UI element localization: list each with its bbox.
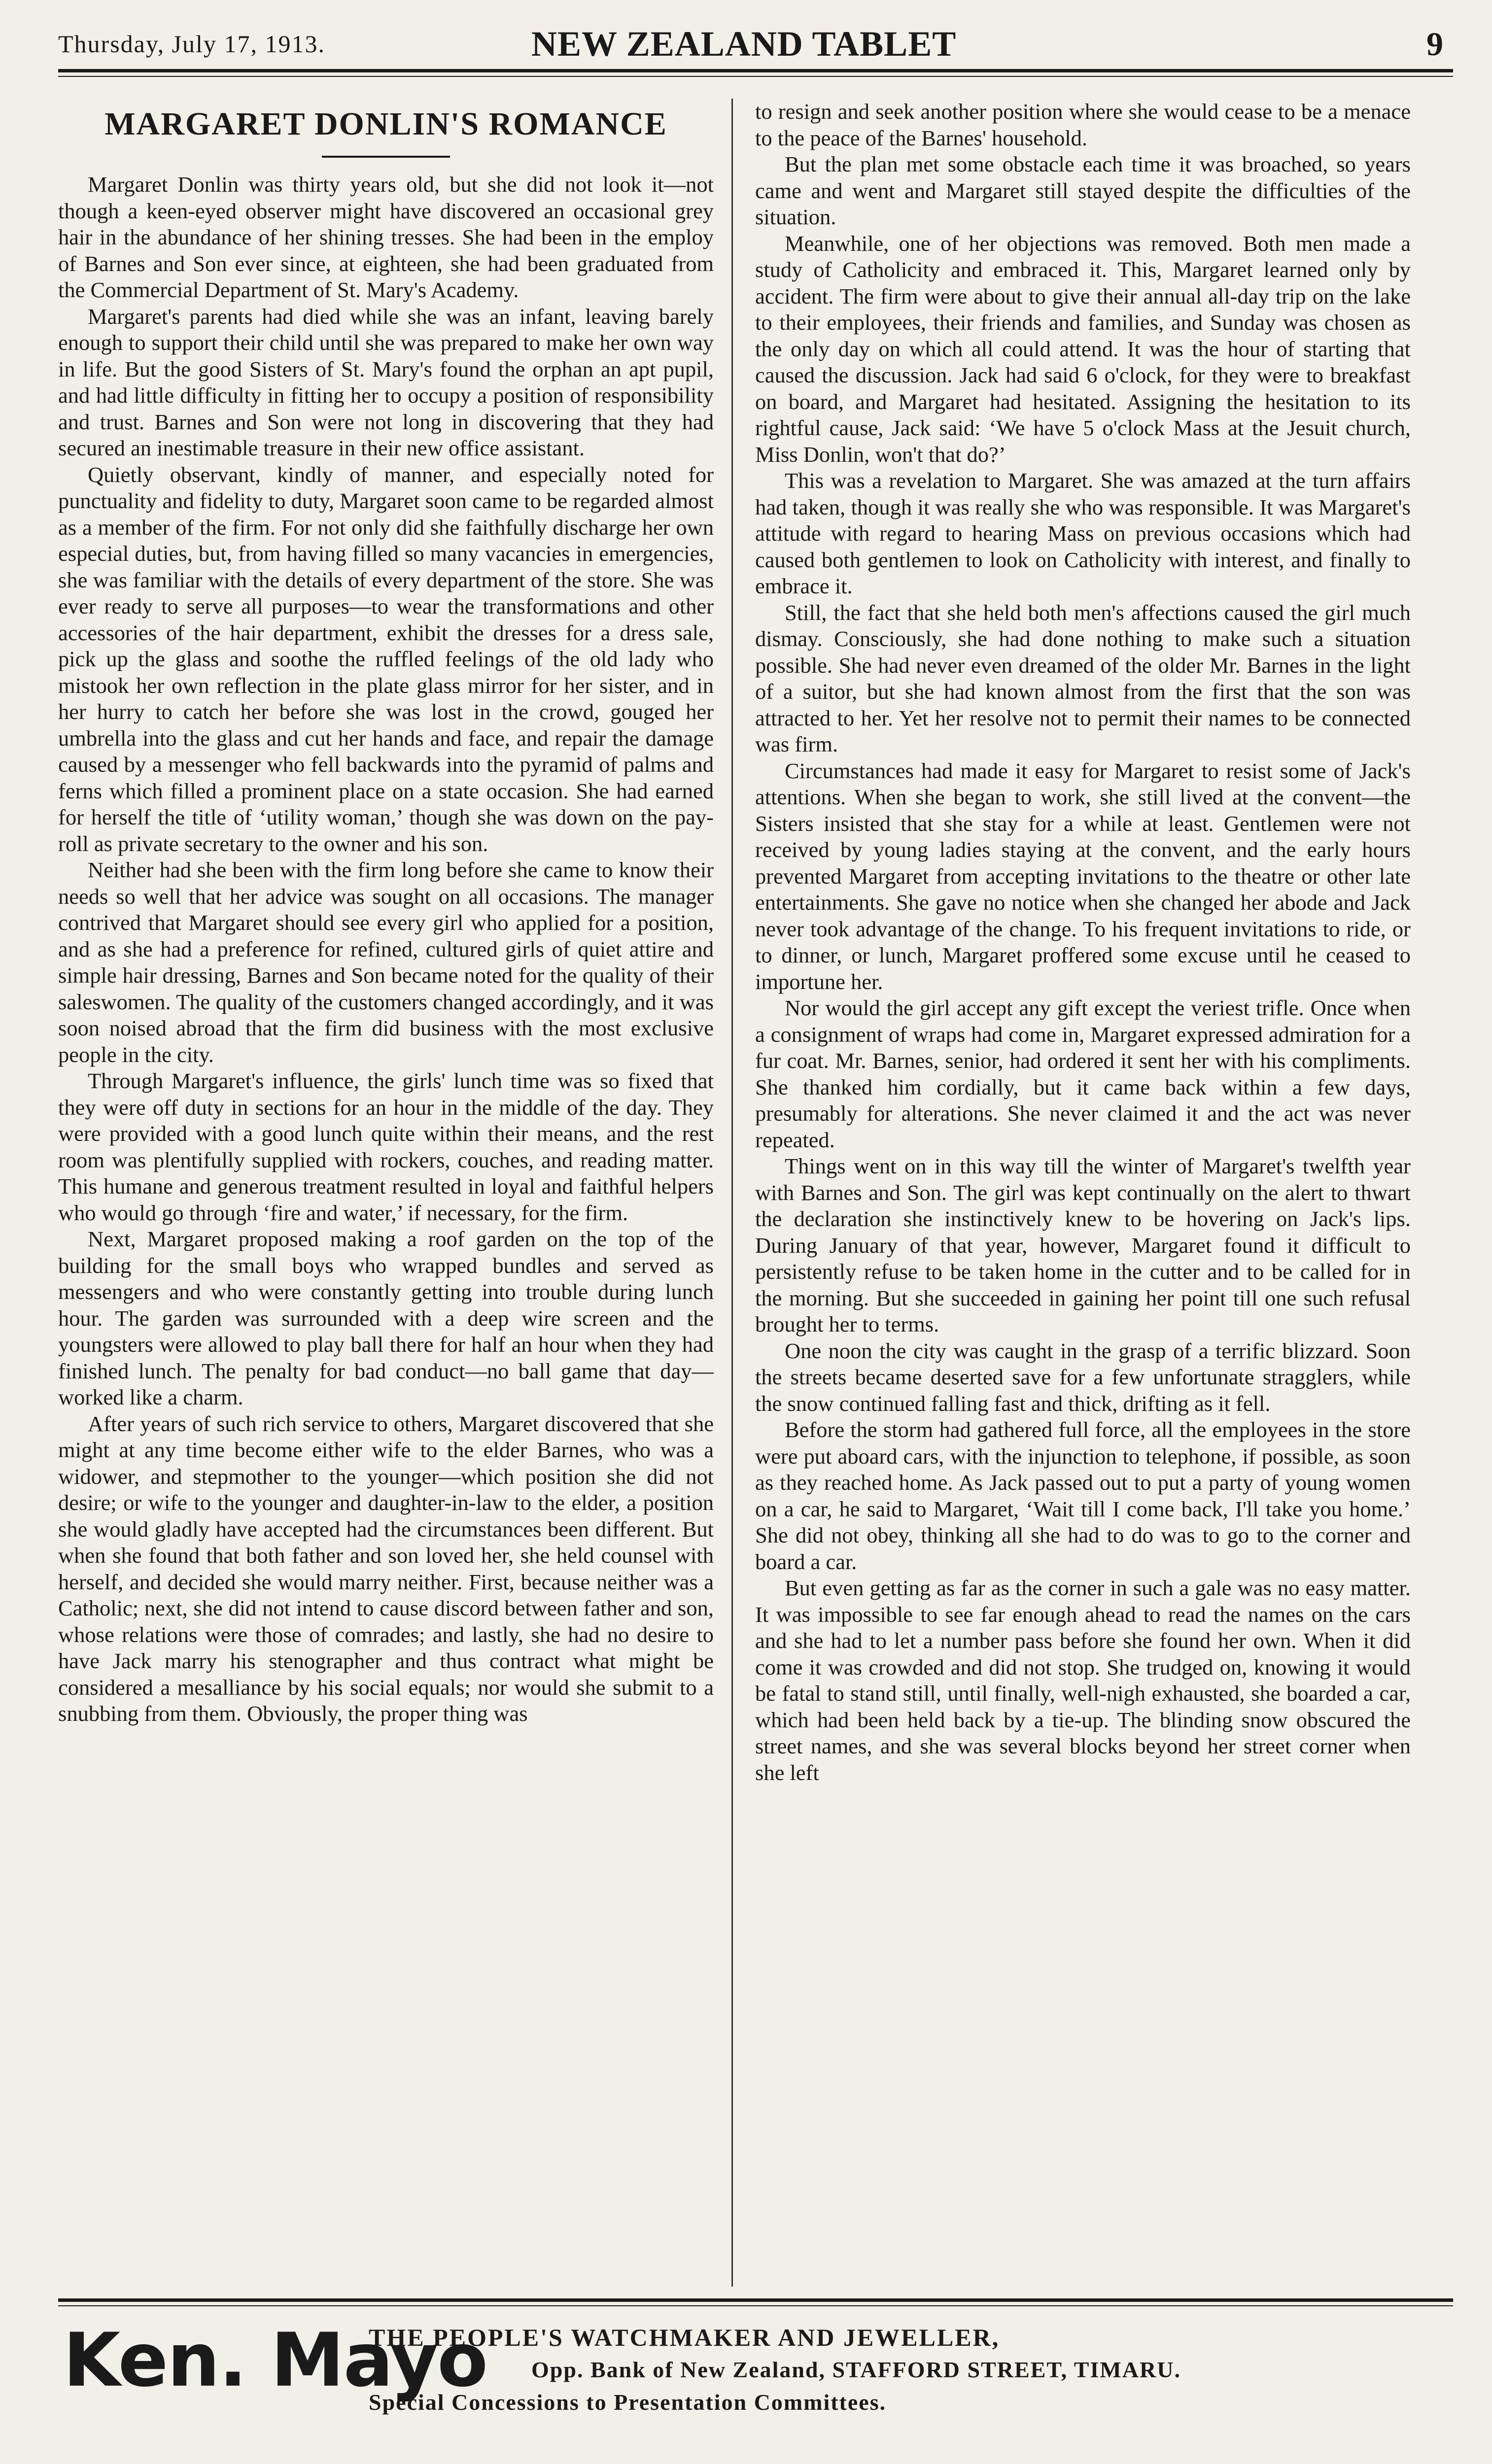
paragraph: Through Margaret's influence, the girls' lunch time was so fixed that they were off duty in sections for an hour in the middle of the day. They were provided with a good lunch quite within their means, and the rest room was plentifully supplied with rockers, couches, and reading matter. This humane and generous treatment resulted in loyal and faithful helpers who would go through ‘fire and water,’ if necessary, for the firm. bbox=[58, 1068, 714, 1225]
paragraph-continued: to resign and seek another position where she would cease to be a menace to the peace of the Barnes' household. bbox=[755, 99, 1411, 150]
advertiser-address: Opp. Bank of New Zealand, STAFFORD STREET, TIMARU. bbox=[531, 2357, 1181, 2382]
advertiser-offer: Special Concessions to Presentation Committees. bbox=[369, 2390, 887, 2415]
article-column-right bbox=[755, 99, 1411, 2292]
advertisement bbox=[58, 2316, 1453, 2464]
title-underline bbox=[322, 156, 450, 158]
paragraph: After years of such rich service to others, Margaret discovered that she might at any time become either wife to the elder Barnes, who was a widower, and stepmother to the younger—which position she did not desire; or wife to the younger and daughter-in-law to the elder, a position she would gladly have accepted had the circumstances been different. But when she found that both father and son loved her, she held counsel with herself, and decided she would marry neither. First, because neither was a Catholic; next, she did not intend to cause discord between father and son, whose relations were those of comrades; and lastly, she had no desire to have Jack marry his stenographer and thus contract what might be considered a mesalliance by his social equals; nor would she submit to a snubbing from them. Obviously, the proper thing was bbox=[58, 1411, 714, 1726]
paragraph: Nor would the girl accept any gift except the veriest trifle. Once when a consignment of wraps had come in, Margaret expressed admiration for a fur coat. Mr. Barnes, senior, had ordered it sent her with his compliments. She thanked him cordially, but it came back within a few days, presumably for alterations. She never claimed it and the act was never repeated. bbox=[755, 995, 1411, 1152]
paragraph: But the plan met some obstacle each time it was broached, so years came and went and Margaret still stayed despite the difficulties of the situation. bbox=[755, 152, 1411, 229]
footer-rule-thin bbox=[58, 2305, 1453, 2306]
footer-rule bbox=[58, 2298, 1453, 2302]
advertiser-name: Ken. Mayo bbox=[63, 2318, 487, 2403]
paragraph: Margaret's parents had died while she was an infant, leaving barely enough to support their child until she was prepared to make her own way in life. But the good Sisters of St. Mary's found the orphan an apt pupil, and had little difficulty in fitting her to occupy a position of responsibility and trust. Barnes and Son were not long in discovering that they had secured an inestimable treasure in their new office assistant. bbox=[58, 304, 714, 460]
article-column-left bbox=[58, 99, 714, 2292]
column-divider bbox=[731, 99, 733, 2287]
paragraph: This was a revelation to Margaret. She was amazed at the turn affairs had taken, though it was really she who was responsible. It was Margaret's attitude with regard to hearing Mass on previous occasions which had caused both gentlemen to look on Catholicity with interest, and finally to embrace it. bbox=[755, 468, 1411, 598]
masthead-rule-thin bbox=[58, 76, 1453, 77]
paragraph: Things went on in this way till the winter of Margaret's twelfth year with Barnes and Son. The girl was kept continually on the alert to thwart the declaration she instinctively knew to be hovering on Jack's lips. During January of that year, however, Margaret found it difficult to persistently refuse to be taken home in the cutter and to be called for in the morning. But she succeeded in gaining her point till one such refusal brought her to terms. bbox=[755, 1154, 1411, 1336]
paragraph: Quietly observant, kindly of manner, and especially noted for punctuality and fidelity to duty, Margaret soon came to be regarded almost as a member of the firm. For not only did she faithfully discharge her own especial duties, but, from having filled so many vacancies in emergencies, she was familiar with the details of every department of the store. She was ever ready to serve all purposes—to wear the transformations and other accessories of the hair department, exhibit the dresses for a dress sale, pick up the glass and soothe the ruffled feelings of the old lady who mistook her own reflection in the plate glass mirror for her sister, and in her hurry to catch her before she was lost in the crowd, gouged her umbrella into the glass and cut her hands and face, and repair the damage caused by a messenger who fell backwards into the pyramid of palms and ferns which filled a prominent place on a state occasion. She had earned for herself the title of ‘utility woman,’ though she was down on the pay-roll as private secretary to the owner and his son. bbox=[58, 462, 714, 856]
article-title: MARGARET DONLIN'S ROMANCE bbox=[104, 106, 667, 142]
advertiser-tagline: THE PEOPLE'S WATCHMAKER AND JEWELLER, bbox=[369, 2324, 1000, 2351]
paragraph: Before the storm had gathered full force, all the employees in the store were put aboard cars, with the injunction to telephone, if possible, as soon as they reached home. As Jack passed out to put a party of young women on a car, he said to Margaret, ‘Wait till I come back, I'll take you home.’ She did not obey, thinking all she had to do was to go to the corner and board a car. bbox=[755, 1417, 1411, 1574]
paragraph: Neither had she been with the firm long before she came to know their needs so well that her advice was sought on all occasions. The manager contrived that Margaret should see every girl who applied for a position, and as she had a preference for refined, cultured girls of quiet attire and simple hair dressing, Barnes and Son became noted for the quality of their saleswomen. The quality of the customers changed accordingly, and it was soon noised abroad that the firm did business with the most exclusive people in the city. bbox=[58, 857, 714, 1067]
masthead bbox=[58, 20, 1453, 74]
paragraph: Still, the fact that she held both men's affections caused the girl much dismay. Consciously, she had done nothing to make such a situation possible. She had never even dreamed of the older Mr. Barnes in the light of a suitor, but she had known almost from the first that the son was attracted to her. Yet her resolve not to permit their names to be connected was firm. bbox=[755, 600, 1411, 756]
paragraph: Circumstances had made it easy for Margaret to resist some of Jack's attentions. When she began to work, she still lived at the convent—the Sisters insisted that she stay for a while at least. Gentlemen were not received by young ladies staying at the convent, and the early hours prevented Margaret from accepting invitations to the theatre or other late entertainments. She gave no notice when she changed her abode and Jack never took advantage of the change. To his frequent invitations to ride, or to dinner, or lunch, Margaret proffered some excuse until he ceased to importune her. bbox=[755, 758, 1411, 994]
masthead-rule bbox=[58, 69, 1453, 72]
issue-date: Thursday, July 17, 1913. bbox=[58, 30, 325, 58]
publication-title: NEW ZEALAND TABLET bbox=[531, 24, 957, 64]
page-number: 9 bbox=[1426, 25, 1443, 63]
paragraph: Margaret Donlin was thirty years old, but she did not look it—not though a keen-eyed observer might have discovered an occasional grey hair in the abundance of her shining tresses. She had been in the employ of Barnes and Son ever since, at eighteen, she had been graduated from the Commercial Department of St. Mary's Academy. bbox=[58, 172, 714, 302]
paragraph: One noon the city was caught in the grasp of a terrific blizzard. Soon the streets became deserted save for a few unfortunate stragglers, while the snow continued falling fast and thick, drifting as it fell. bbox=[755, 1338, 1411, 1416]
paragraph: But even getting as far as the corner in such a gale was no easy matter. It was impossible to see far enough ahead to read the names on the cars and she had to let a number pass before she found her own. When it did come it was crowded and did not stop. She trudged on, knowing it would be fatal to stand still, until finally, well-nigh exhausted, she boarded a car, which had been held back by a tie-up. The blinding snow obscured the street names, and she was several blocks beyond her street corner when she left bbox=[755, 1575, 1411, 1785]
paragraph: Next, Margaret proposed making a roof garden on the top of the building for the small boys who wrapped bundles and served as messengers and who were constantly getting into trouble during lunch hour. The garden was surrounded with a deep wire screen and the youngsters were allowed to play ball there for half an hour when they had finished lunch. The penalty for bad conduct—no ball game that day—worked like a charm. bbox=[58, 1227, 714, 1409]
paragraph: Meanwhile, one of her objections was removed. Both men made a study of Catholicity and embraced it. This, Margaret learned only by accident. The firm were about to give their annual all-day trip on the lake to their employees, their friends and families, and Sunday was chosen as the only day on which all could attend. It was the hour of starting that caused the discussion. Jack had said 6 o'clock, for they were to breakfast on board, and Margaret had hesitated. Assigning the hesitation to its rightful cause, Jack said: ‘We have 5 o'clock Mass at the Jesuit church, Miss Donlin, won't that do?’ bbox=[755, 231, 1411, 467]
